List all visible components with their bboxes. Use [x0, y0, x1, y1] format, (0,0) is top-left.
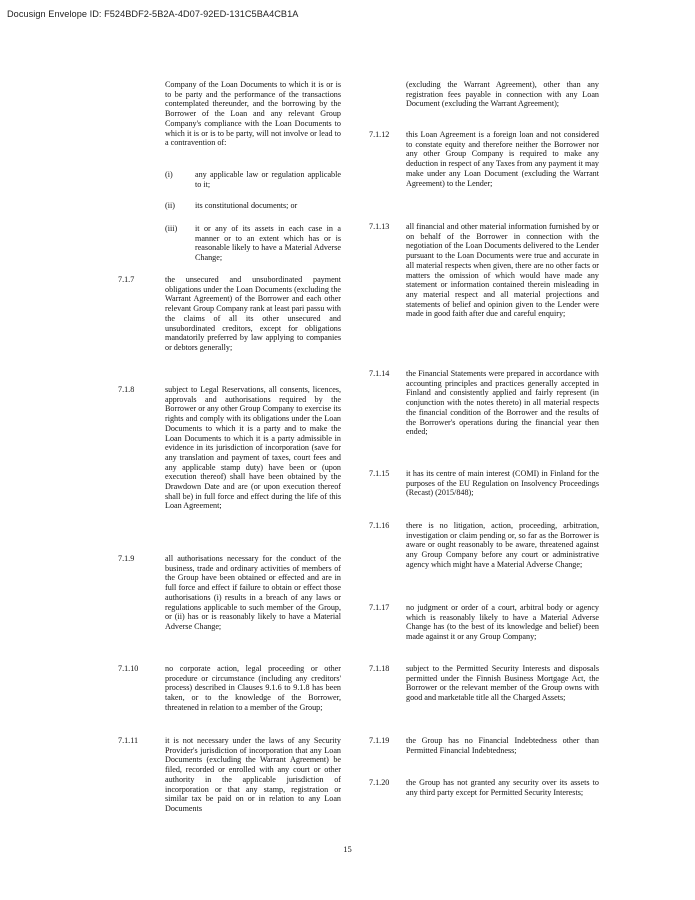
clause-text: subject to the Permitted Security Interests and disposals permitted under the Finnish Business Mortgage Act, the Borrower or the relevant member of the Group owns with good and marketable title all the Charged Assets;	[406, 664, 599, 703]
clause-text: there is no litigation, action, proceeding, arbitration, investigation or claim pending or, so far as the Borrower is aware or ought reasonably to be aware, threatened against any Group Company before any court or administrative agency which might have a Material Adverse Change;	[406, 521, 599, 569]
page-number: 15	[343, 844, 352, 854]
clause-text: no corporate action, legal proceeding or other procedure or circumstance (including any creditors' process) described in Clauses 9.1.6 to 9.1.8 has been taken, or to the knowledge of the Borrower, threatened in relation to a member of the Group;	[165, 664, 341, 712]
clause-text: the Group has not granted any security over its assets to any third party except for Permitted Security Interests;	[406, 778, 599, 797]
clause-number: 7.1.13	[369, 222, 390, 231]
clause-text: the Financial Statements were prepared in accordance with accounting principles and practices generally accepted in Finland and consistently applied and fairly represent (in conjunction with the notes thereto) in all material respects the financial condition of the Borrower and the results of the Borrower's operations during the financial year then ended;	[406, 369, 599, 437]
clause-number: 7.1.15	[369, 469, 390, 478]
sub-item-number: (ii)	[165, 201, 175, 210]
clause-text: all authorisations necessary for the conduct of the business, trade and ordinary activities of members of the Group have been obtained or effected and are in full force and effect if failure to obtain or effect those authorisations (i) results in a breach of any laws or regulations applicable to such member of the Group, or (ii) has or is reasonably likely to have a Material Adverse Change;	[165, 554, 341, 631]
clause-text: this Loan Agreement is a foreign loan and not considered to constate equity and therefore neither the Borrower nor any other Group Company is required to make any deduction in respect of any Taxes from any payment it may make under any Loan Document (excluding the Warrant Agreement) to the Lender;	[406, 130, 599, 188]
left-intro-paragraph: Company of the Loan Documents to which it is or is to be party and the performance of the transactions contemplated thereunder, and the borrowing by the Borrower of the Loan and any relevant Group Company's compliance with the Loan Documents to which it is or is to be party, will not involve or lead to a contravention of:	[165, 80, 341, 148]
clause-number: 7.1.18	[369, 664, 390, 673]
clause-number: 7.1.11	[118, 736, 139, 745]
sub-item-text: any applicable law or regulation applicable to it;	[195, 170, 341, 189]
clause-number: 7.1.16	[369, 521, 390, 530]
clause-number: 7.1.19	[369, 736, 390, 745]
clause-number: 7.1.20	[369, 778, 390, 787]
clause-number: 7.1.17	[369, 603, 390, 612]
clause-text: it is not necessary under the laws of any Security Provider's jurisdiction of incorporation that any Loan Documents (excluding the Warrant Agreement) be filed, recorded or enrolled with any court or other authority in the applicable jurisdiction of incorporation or that any stamp, registration or similar tax be paid on or in relation to any Loan Documents	[165, 736, 341, 813]
clause-number: 7.1.7	[118, 275, 135, 284]
clause-number: 7.1.9	[118, 554, 135, 563]
sub-item-number: (iii)	[165, 224, 178, 233]
clause-text: subject to Legal Reservations, all consents, licences, approvals and authorisations required by the Borrower or any other Group Company to exercise its rights and comply with its obligations under the Loan Documents to which it is a party and to make the Loan Documents to which it is a party admissible in evidence in its jurisdiction of incorporation (save for any translation and payment of taxes, court fees and any applicable stamp duty) have been or (upon execution thereof) shall have been obtained by the Drawdown Date and are (or upon execution thereof shall be) in full force and effect during the life of this Loan Agreement;	[165, 385, 341, 511]
clause-text: all financial and other material information furnished by or on behalf of the Borrower in connection with the negotiation of the Loan Documents delivered to the Lender pursuant to the Loan Documents were true and accurate in all material respects when given, there are no other facts or matters the omission of which would have made any statement or information contained therein misleading in any material respect and all material projections and statements of belief and opinion given to the Lender were made in good faith after due and careful enquiry;	[406, 222, 599, 319]
clause-number: 7.1.14	[369, 369, 390, 378]
sub-item-text: it or any of its assets in each case in a manner or to an extent which has or is reasonable likely to have a Material Adverse Change;	[195, 224, 341, 263]
clause-number: 7.1.8	[118, 385, 135, 394]
sub-item-text: its constitutional documents; or	[195, 201, 298, 210]
right-intro-paragraph: (excluding the Warrant Agreement), other than any registration fees payable in connection with any Loan Document (excluding the Warrant Agreement);	[406, 80, 599, 109]
clause-number: 7.1.12	[369, 130, 390, 139]
clause-text: it has its centre of main interest (COMI) in Finland for the purposes of the EU Regulation on Insolvency Proceedings (Recast) (2015/848);	[406, 469, 599, 498]
clause-number: 7.1.10	[118, 664, 139, 673]
clause-text: the Group has no Financial Indebtedness other than Permitted Financial Indebtedness;	[406, 736, 599, 755]
clause-text: no judgment or order of a court, arbitral body or agency which is reasonably likely to have a Material Adverse Change has (to the best of its knowledge and belief) been made against it or any Group Company;	[406, 603, 599, 642]
clause-text: the unsecured and unsubordinated payment obligations under the Loan Documents (excluding the Warrant Agreement) of the Borrower and each other relevant Group Company rank at least pari passu with the claims of all its other unsecured and unsubordinated creditors, except for obligations mandatorily preferred by law applying to companies or debtors generally;	[165, 275, 341, 352]
docusign-envelope-id: Docusign Envelope ID: F524BDF2-5B2A-4D07-92ED-131C5BA4CB1A	[7, 9, 299, 19]
sub-item-number: (i)	[165, 170, 173, 179]
